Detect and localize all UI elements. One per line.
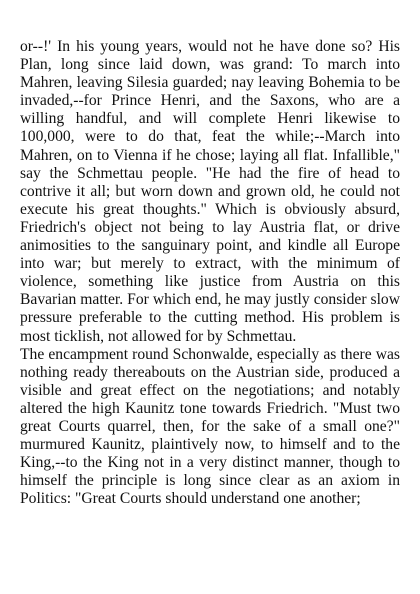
paragraph-plan: or--!' In his young years, would not he have done so? His Plan, long since laid down, was grand: To march into Mahren, leaving Silesia guarded; nay leaving Bohemia to be invaded,--for Prince Henri, and the Saxons, who are a willing handful, and will complete Henri likewise to 100,000, were to do that, feat the while;--March into Mahren, on to Vienna if he chose; laying all flat. Infallible," say the Schmettau people. "He had the fire of head to contrive it all; but worn down and grown old, he could not execute his great thoughts." Which is obviously absurd, Friedrich's object not being to lay Austria flat, or drive animosities to the sanguinary point, and kindle all Europe into war; but merely to extract, with the minimum of violence, something like justice from Austria on this Bavarian matter. For which end, he may justly consider slow pressure preferable to the cutting method. His problem is most ticklish, not allowed for by Schmettau. [20, 38, 400, 345]
document-page [20, 38, 400, 508]
paragraph-encampment: The encampment round Schonwalde, especially as there was nothing ready thereabouts on the Austrian side, produced a visible and great effect on the negotiations; and notably altered the high Kaunitz tone towards Friedrich. "Must two great Courts quarrel, then, for the sake of a small one?" murmured Kaunitz, plaintively now, to himself and to the King,--to the King not in a very distinct manner, though to himself the principle is long since clear as an axiom in Politics: "Great Courts should understand one another; [20, 345, 400, 508]
